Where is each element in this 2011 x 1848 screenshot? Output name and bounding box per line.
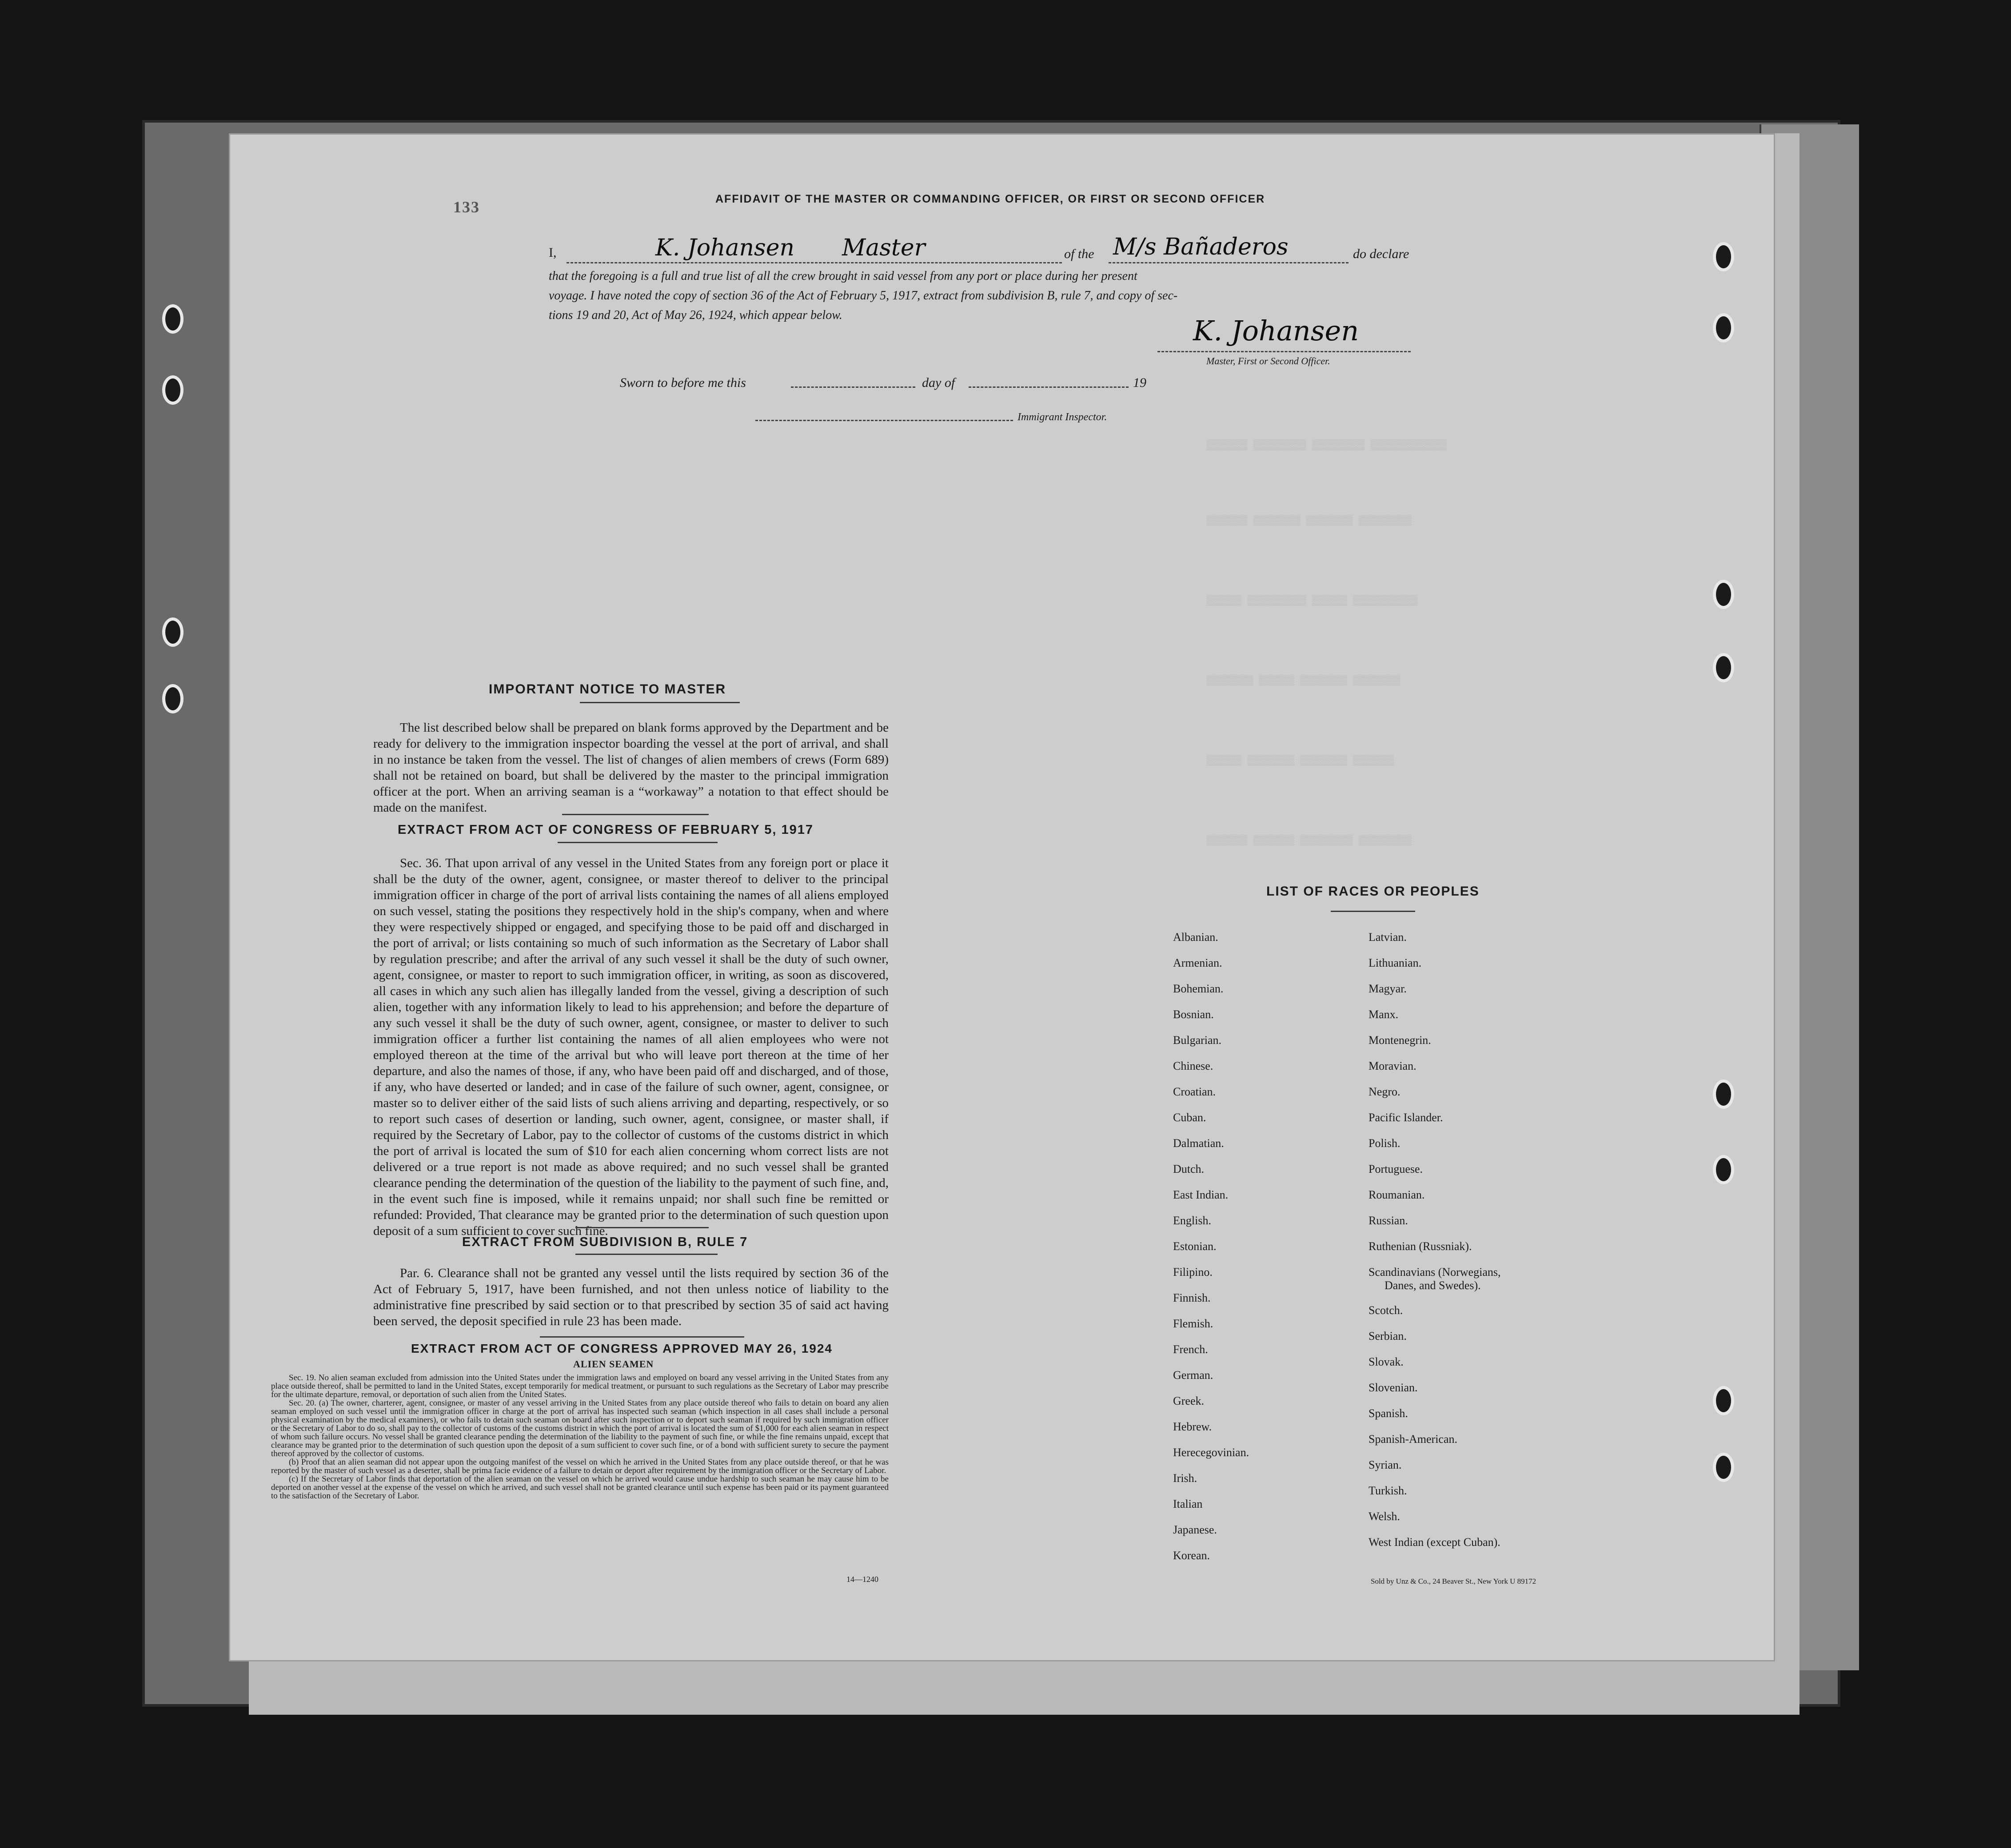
race-item: Magyar. bbox=[1369, 982, 1407, 995]
race-item: English. bbox=[1173, 1214, 1211, 1227]
section-rule bbox=[562, 814, 709, 815]
race-item: West Indian (except Cuban). bbox=[1369, 1536, 1500, 1549]
race-item: Scotch. bbox=[1369, 1304, 1403, 1317]
race-item: Slovak. bbox=[1369, 1355, 1404, 1368]
affidavit-line: that the foregoing is a full and true list of all the crew brought in said vessel from any port or place during her present bbox=[549, 269, 1137, 283]
race-item: Ruthenian (Russniak). bbox=[1369, 1240, 1472, 1253]
master-name-handwritten: K. Johansen bbox=[655, 235, 794, 261]
race-item: Estonian. bbox=[1173, 1240, 1217, 1253]
race-item: Russian. bbox=[1369, 1214, 1408, 1227]
race-item: Hebrew. bbox=[1173, 1420, 1212, 1433]
race-item: Lithuanian. bbox=[1369, 956, 1422, 969]
affidavit-body bbox=[549, 267, 1642, 325]
section-19: Sec. 19. No alien seaman excluded from admission into the United States under the immigration laws and employed on board any vessel arriving in the United States from any place outside thereof, shall be permitted to land in the United States, except temporarily for medical treatment, or pursuant to such regulations as the Secretary of Labor may prescribe for the ultimate departure, removal, or deportation of such alien from the United States. bbox=[271, 1373, 889, 1399]
form-number: 14—1240 bbox=[846, 1575, 878, 1584]
race-item: Italian bbox=[1173, 1498, 1203, 1510]
sworn-label: Sworn to before me this bbox=[620, 375, 746, 390]
race-item: Greek. bbox=[1173, 1394, 1205, 1407]
race-item-continuation: Danes, and Swedes). bbox=[1385, 1279, 1481, 1292]
signature-line bbox=[1157, 351, 1411, 352]
race-item: Irish. bbox=[1173, 1472, 1197, 1485]
race-item: Dalmatian. bbox=[1173, 1137, 1224, 1150]
binder-hole bbox=[1713, 1155, 1734, 1184]
printer-imprint: Sold by Unz & Co., 24 Beaver St., New York U 89172 bbox=[1371, 1577, 1536, 1585]
race-item: Bohemian. bbox=[1173, 982, 1224, 995]
race-item: Moravian. bbox=[1369, 1059, 1416, 1072]
race-item: Negro. bbox=[1369, 1085, 1401, 1098]
bleed-through-text: ▒▒▒▒▒▒▒ ▒▒▒▒▒▒▒ ▒▒▒▒▒▒▒▒▒ ▒▒▒▒▒▒▒▒▒ bbox=[1206, 835, 1412, 846]
race-item: Manx. bbox=[1369, 1008, 1399, 1021]
day-field-line bbox=[791, 386, 915, 388]
binder-hole bbox=[162, 304, 184, 334]
page-number: 133 bbox=[453, 198, 480, 216]
race-item: Croatian. bbox=[1173, 1085, 1216, 1098]
bleed-through-text: ▒▒▒▒▒▒▒▒ ▒▒▒▒▒▒ ▒▒▒▒▒▒▒▒ ▒▒▒▒▒▒▒▒ bbox=[1206, 675, 1400, 686]
heading-rule bbox=[558, 842, 718, 843]
race-item: Albanian. bbox=[1173, 931, 1218, 944]
race-item: East Indian. bbox=[1173, 1188, 1229, 1201]
race-item: Polish. bbox=[1369, 1137, 1401, 1150]
name-field-line bbox=[567, 262, 1062, 263]
affidavit-heading: AFFIDAVIT OF THE MASTER OR COMMANDING OFFICER, OR FIRST OR SECOND OFFICER bbox=[715, 193, 1265, 205]
do-declare-label: do declare bbox=[1353, 247, 1409, 261]
race-item: Roumanian. bbox=[1369, 1188, 1425, 1201]
affidavit-i-label: I, bbox=[549, 245, 557, 260]
race-item: Flemish. bbox=[1173, 1317, 1213, 1330]
bleed-through-text: ▒▒▒▒▒▒ ▒▒▒▒▒▒▒▒ ▒▒▒▒▒▒▒▒ ▒▒▒▒▒▒▒ bbox=[1206, 755, 1394, 766]
binder-hole bbox=[1713, 1386, 1734, 1415]
race-item: Scandinavians (Norwegians, bbox=[1369, 1266, 1501, 1278]
race-item-multiline bbox=[1369, 1266, 1500, 1304]
race-item: Spanish-American. bbox=[1369, 1433, 1458, 1446]
extract-1924-heading: EXTRACT FROM ACT OF CONGRESS APPROVED MAY 26, 1924 bbox=[411, 1342, 833, 1355]
section-rule bbox=[575, 1227, 709, 1228]
binder-hole bbox=[1713, 242, 1734, 271]
race-item: Slovenian. bbox=[1369, 1381, 1418, 1394]
race-item: Korean. bbox=[1173, 1549, 1210, 1562]
document-page bbox=[229, 133, 1775, 1661]
binder-hole bbox=[1713, 580, 1734, 609]
binder-hole bbox=[1713, 1079, 1734, 1109]
races-heading: LIST OF RACES OR PEOPLES bbox=[1266, 884, 1480, 899]
race-item: Spanish. bbox=[1369, 1407, 1408, 1420]
binder-hole bbox=[162, 617, 184, 647]
section-20b: (b) Proof that an alien seaman did not appear upon the outgoing manifest of the vessel on which he arrived in the United States from any place outside thereof, or that he was reported by the master of such vessel as a deserter, shall be prima facie evidence of a failure to detain or deport after requirement by the immigration officer or the Secretary of Labor. bbox=[271, 1458, 889, 1475]
section-rule bbox=[540, 1336, 744, 1338]
race-item: Chinese. bbox=[1173, 1059, 1213, 1072]
signature-caption: Master, First or Second Officer. bbox=[1206, 355, 1330, 366]
binder-hole bbox=[1713, 1453, 1734, 1482]
inspector-label: Immigrant Inspector. bbox=[1017, 411, 1107, 423]
heading-rule bbox=[580, 702, 740, 703]
race-item: Bulgarian. bbox=[1173, 1034, 1222, 1047]
master-signature: K. Johansen bbox=[1193, 315, 1359, 347]
vessel-name-handwritten: M/s Bañaderos bbox=[1113, 234, 1289, 260]
of-the-label: of the bbox=[1064, 247, 1094, 261]
bleed-through-text: ▒▒▒▒▒▒▒ ▒▒▒▒▒▒▒▒▒ ▒▒▒▒▒▒▒▒▒ ▒▒▒▒▒▒▒▒▒▒▒▒▒ bbox=[1206, 440, 1447, 451]
extract-1917-body: Sec. 36. That upon arrival of any vessel in the United States from any foreign port or place it shall be the duty of the owner, agent, consignee, or master thereof to deliver to the principal immigration officer in charge of the port of arrival lists containing the names of all aliens employed on such vessel, stating the positions they respectively hold in the ship's company, when and where they were respectively shipped or engaged, and specifying those to be paid off and discharged in the port of arrival; or lists containing so much of such information as the Secretary of Labor shall by regulation prescribe; and after the arrival of any such vessel it shall be the duty of such owner, agent, consignee, or master to report to such immigration officer, in writing, as soon as discovered, all cases in which any such alien has illegally landed from the vessel, giving a description of such alien, together with any information likely to lead to his apprehension; and before the departure of any such vessel it shall be the duty of such owner, agent, consignee, or master to deliver to such immigration officer a further list containing the names of all alien employees who were not employed thereon at the time of the arrival but who will leave port thereon at the time of her departure, and also the names of those, if any, who have been paid off and discharged, and of those, if any, who have deserted or landed; and in case of the failure of such owner, agent, consignee, or master so to deliver either of the said lists of such aliens arriving and departing, respectively, or so to report such cases of desertion or landing, such owner, agent, consignee, or master shall, if required by the Secretary of Labor, pay to the collector of customs of the customs district in which the port of arrival is located the sum of $10 for each alien concerning whom correct lists are not delivered or a true report is not made as above required; and no such vessel shall be granted clearance pending the determination of the question of the liability to the payment of such fine, and, in the event such fine is imposed, while it remains unpaid; nor shall such fine be remitted or refunded: Provided, That clearance may be granted prior to the determination of such question upon deposit of a sum sufficient to cover such fine. bbox=[373, 856, 889, 1238]
notice-heading: IMPORTANT NOTICE TO MASTER bbox=[489, 682, 726, 697]
binder-hole bbox=[162, 684, 184, 713]
race-item: Dutch. bbox=[1173, 1163, 1205, 1175]
race-item: Herecegovinian. bbox=[1173, 1446, 1249, 1459]
races-left-column bbox=[1173, 931, 1249, 1575]
race-item: Syrian. bbox=[1369, 1458, 1402, 1471]
race-item: French. bbox=[1173, 1343, 1208, 1356]
bleed-through-text: ▒▒▒▒▒▒ ▒▒▒▒▒▒▒▒▒▒ ▒▒▒▒▒▒ ▒▒▒▒▒▒▒▒▒▒▒ bbox=[1206, 595, 1418, 606]
race-item: Turkish. bbox=[1369, 1484, 1407, 1497]
race-item: Portuguese. bbox=[1369, 1163, 1423, 1175]
extract-1924-body bbox=[271, 1374, 889, 1500]
master-rank-handwritten: Master bbox=[842, 235, 926, 261]
race-item: Finnish. bbox=[1173, 1291, 1211, 1304]
day-of-label: day of bbox=[922, 375, 955, 390]
races-right-column bbox=[1369, 931, 1500, 1561]
section-20c: (c) If the Secretary of Labor finds that deportation of the alien seaman on the vessel on which he arrived would cause undue hardship to such seaman he may cause him to be deported on another vessel at the expense of the vessel on which he arrived, and such vessel shall not be granted clearance until such expense has been paid or its payment guaranteed to the satisfaction of the Secretary of Labor. bbox=[271, 1474, 889, 1501]
alien-seamen-subheading: ALIEN SEAMEN bbox=[573, 1358, 654, 1370]
year-label: 19 bbox=[1133, 375, 1146, 390]
section-20a: Sec. 20. (a) The owner, charterer, agent, consignee, or master of any vessel arriving in the United States from any place outside thereof who fails to detain on board any alien seaman employed on such vessel until the immigration officer in charge at the port of arrival has inspected such seaman (which inspection in all cases shall include a personal physical examination by the medical examiners), or who fails to detain such seaman on board after such inspection or to deport such seaman if required by such immigration officer or the Secretary of Labor to do so, shall pay to the collector of customs of the customs district in which the port of arrival is located the sum of $1,000 for each alien seaman in respect of whom such failure occurs. No vessel shall be granted clearance pending the determination of the liability to the payment of such fine, or while the fine remains unpaid, except that clearance may be granted prior to the determination of such question upon the deposit of a sum sufficient to cover such fine, or of a bond with sufficient surety to secure the payment thereof approved by the collector of customs. bbox=[271, 1398, 889, 1458]
month-field-line bbox=[969, 386, 1129, 388]
bleed-through-text: ▒▒▒▒▒▒▒ ▒▒▒▒▒▒▒▒ ▒▒▒▒▒▒▒▒ ▒▒▒▒▒▒▒▒▒ bbox=[1206, 515, 1412, 526]
race-item: Welsh. bbox=[1369, 1510, 1400, 1523]
race-item: German. bbox=[1173, 1369, 1213, 1382]
race-item: Bosnian. bbox=[1173, 1008, 1214, 1021]
race-item: Cuban. bbox=[1173, 1111, 1206, 1124]
heading-rule bbox=[575, 1254, 718, 1255]
race-item: Pacific Islander. bbox=[1369, 1111, 1443, 1124]
vessel-field-line bbox=[1109, 262, 1349, 263]
race-item: Serbian. bbox=[1369, 1330, 1407, 1342]
binder-hole bbox=[162, 375, 184, 405]
inspector-field-line bbox=[755, 420, 1013, 421]
affidavit-line: tions 19 and 20, Act of May 26, 1924, which appear below. bbox=[549, 308, 842, 322]
race-item: Armenian. bbox=[1173, 956, 1222, 969]
race-item: Japanese. bbox=[1173, 1523, 1217, 1536]
notice-body: The list described below shall be prepared on blank forms approved by the Department and be ready for delivery to the immigration inspector boarding the vessel at the port of arrival, and shall in no instance be taken from the vessel. The list of changes of alien members of crews (Form 689) shall not be retained on board, but shall be delivered by the master to the principal immigration officer at the port. When an arriving seaman is a “workaway” a notation to that effect should be made on the manifest. bbox=[373, 721, 889, 815]
binder-hole bbox=[1713, 653, 1734, 682]
affidavit-line: voyage. I have noted the copy of section 36 of the Act of February 5, 1917, extract from subdivision B, rule 7, and copy of sec- bbox=[549, 289, 1178, 303]
heading-rule bbox=[1331, 911, 1415, 912]
race-item: Filipino. bbox=[1173, 1266, 1213, 1278]
rule7-heading: EXTRACT FROM SUBDIVISION B, RULE 7 bbox=[462, 1235, 748, 1249]
race-item: Montenegrin. bbox=[1369, 1034, 1431, 1047]
race-item: Latvian. bbox=[1369, 931, 1407, 944]
binder-hole bbox=[1713, 313, 1734, 343]
extract-1917-heading: EXTRACT FROM ACT OF CONGRESS OF FEBRUARY 5, 1917 bbox=[398, 823, 814, 837]
rule7-body: Par. 6. Clearance shall not be granted any vessel until the lists required by section 36 of the Act of February 5, 1917, have been furnished, and not then unless notice of liability to the administrative fine prescribed by said section or to that prescribed by section 35 of said act having been served, the deposit specified in rule 23 has been made. bbox=[373, 1266, 889, 1328]
